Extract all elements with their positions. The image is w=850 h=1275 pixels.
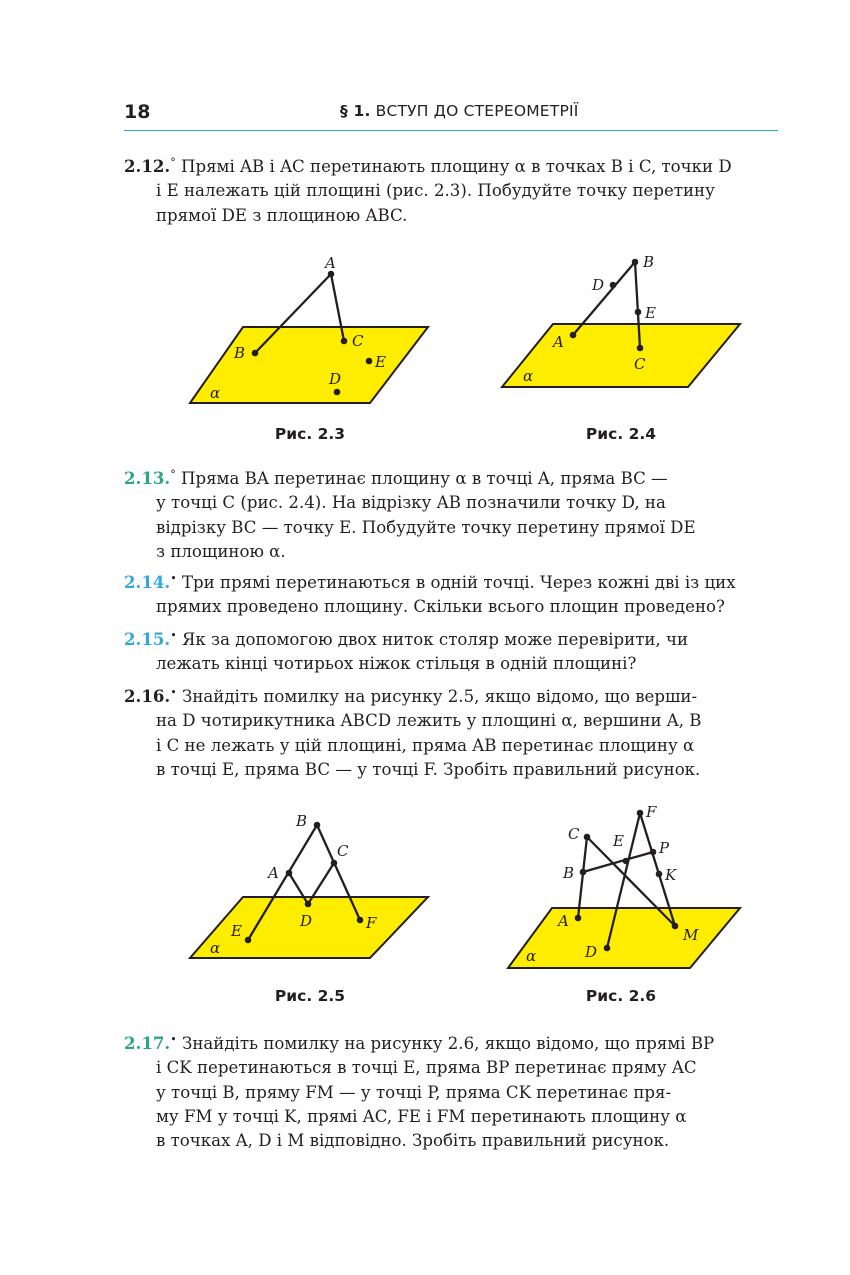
figure-2-6 xyxy=(495,800,755,1010)
label-C: C xyxy=(568,825,580,843)
point-B xyxy=(252,350,259,357)
problem-line: прямих проведено площину. Скільки всього площин проведено? xyxy=(156,597,725,617)
label-B: B xyxy=(563,864,575,882)
section-mark: § 1. xyxy=(340,102,371,120)
label-M: M xyxy=(683,926,699,944)
problem-number: 2.12.° xyxy=(124,156,176,176)
label-K: K xyxy=(665,866,677,884)
problem-line: в точках A, D і M відповідно. Зробіть правильний рисунок. xyxy=(156,1131,670,1151)
problem-line: лежать кінці чотирьох ніжок стільця в одній площині? xyxy=(156,654,637,674)
point-E xyxy=(635,309,642,316)
figure-2-4 xyxy=(495,250,755,450)
label-E: E xyxy=(645,304,656,322)
label-A: A xyxy=(553,333,564,351)
point-F xyxy=(637,810,644,817)
problem-line: відрізку BC — точку E. Побудуйте точку перетину прямої DE xyxy=(156,517,696,537)
plane-alpha xyxy=(508,908,740,968)
point-A xyxy=(286,870,293,877)
point-M xyxy=(672,923,679,930)
problem-line: 2.17.• Знайдіть помилку на рисунку 2.6, якщо відомо, що прямі BP xyxy=(124,1033,715,1053)
label-B: B xyxy=(643,253,655,271)
problem-line: з площиною α. xyxy=(156,541,286,561)
label-B: B xyxy=(234,344,246,362)
label-D: D xyxy=(300,912,313,930)
figure-caption: Рис. 2.4 xyxy=(585,425,657,443)
problem-2-16 xyxy=(124,681,780,782)
label-E: E xyxy=(231,922,242,940)
plane-alpha xyxy=(190,327,428,403)
point-F xyxy=(357,917,364,924)
point-E xyxy=(245,937,252,944)
label-alpha: α xyxy=(526,947,537,965)
problem-number: 2.17.• xyxy=(124,1033,177,1053)
figure-caption: Рис. 2.5 xyxy=(274,987,346,1005)
point-P xyxy=(650,849,657,856)
label-B: B xyxy=(296,812,308,830)
figure-2-3 xyxy=(180,250,440,450)
problem-number: 2.13.° xyxy=(124,468,176,488)
point-B xyxy=(632,259,639,266)
label-A: A xyxy=(558,912,569,930)
problem-line: 2.14.• Три прямі перетинаються в одній точці. Через кожні дві із цих xyxy=(124,572,736,592)
point-C xyxy=(584,834,591,841)
problem-line: у точці C (рис. 2.4). На відрізку AB позначили точку D, на xyxy=(156,493,666,513)
point-E xyxy=(623,858,630,865)
problem-line: і CK перетинаються в точці E, пряма BP перетинає пряму AC xyxy=(156,1058,697,1078)
label-A: A xyxy=(325,254,336,272)
problem-line: прямої DE з площиною ABC. xyxy=(156,205,408,225)
point-A xyxy=(575,915,582,922)
label-F: F xyxy=(646,803,657,821)
problem-number: 2.14.• xyxy=(124,572,177,592)
point-B xyxy=(580,869,587,876)
label-A: A xyxy=(268,864,279,882)
label-D: D xyxy=(592,276,605,294)
point-C xyxy=(331,860,338,867)
point-D xyxy=(610,282,617,289)
problem-number: 2.15.• xyxy=(124,629,177,649)
figure-2-5 xyxy=(180,800,440,1010)
problem-line: 2.16.• Знайдіть помилку на рисунку 2.5, якщо відомо, що верши- xyxy=(124,686,698,706)
section-title: ВСТУП ДО СТЕРЕОМЕТРІЇ xyxy=(375,102,579,120)
running-head xyxy=(340,102,579,120)
problem-number: 2.16.• xyxy=(124,686,177,706)
problem-line: в точці E, пряма BC — у точці F. Зробіть правильний рисунок. xyxy=(156,759,701,779)
point-E xyxy=(366,358,373,365)
point-C xyxy=(341,338,348,345)
problem-line: 2.13.° Пряма BA перетинає площину α в точці A, пряма BC — xyxy=(124,468,668,488)
label-F: F xyxy=(366,914,377,932)
label-C: C xyxy=(337,842,349,860)
label-C: C xyxy=(352,332,364,350)
point-C xyxy=(637,345,644,352)
figure-caption: Рис. 2.6 xyxy=(585,987,657,1005)
label-D: D xyxy=(585,943,598,961)
level-marker: ° xyxy=(170,468,176,481)
problem-2-15 xyxy=(124,624,780,677)
problem-2-17 xyxy=(124,1028,780,1153)
level-marker: ° xyxy=(170,156,176,169)
point-D xyxy=(604,945,611,952)
problem-line: у точці B, пряму FM — у точці P, пряма CK перетинає пря- xyxy=(156,1082,672,1102)
label-alpha: α xyxy=(523,367,534,385)
label-C: C xyxy=(634,355,646,373)
problem-line: на D чотирикутника ABCD лежить у площині α, вершини A, B xyxy=(156,711,702,731)
level-marker: • xyxy=(170,686,177,699)
point-D xyxy=(334,389,341,396)
level-marker: • xyxy=(170,629,177,642)
page-number: 18 xyxy=(124,101,151,123)
point-D xyxy=(305,901,312,908)
point-K xyxy=(656,871,663,878)
problem-2-12 xyxy=(124,151,780,228)
problem-line: му FM у точці K, прямі AC, FE і FM перетинають площину α xyxy=(156,1106,687,1126)
level-marker: • xyxy=(170,572,177,585)
page-header xyxy=(124,100,778,131)
line-AC xyxy=(578,837,587,918)
problem-line: 2.12.° Прямі AB і AC перетинають площину α в точках B і C, точки D xyxy=(124,156,732,176)
label-D: D xyxy=(329,370,342,388)
problem-line: 2.15.• Як за допомогою двох ниток столяр може перевірити, чи xyxy=(124,629,689,649)
figure-caption: Рис. 2.3 xyxy=(274,425,346,443)
problem-2-13 xyxy=(124,463,780,564)
plane-alpha xyxy=(502,324,740,387)
point-A xyxy=(570,332,577,339)
label-alpha: α xyxy=(210,939,221,957)
label-P: P xyxy=(659,839,670,857)
level-marker: • xyxy=(170,1033,177,1046)
label-E: E xyxy=(375,353,386,371)
problem-2-14 xyxy=(124,567,780,620)
point-B xyxy=(314,822,321,829)
problem-line: і E належать цій площині (рис. 2.3). Побудуйте точку перетину xyxy=(156,181,715,201)
label-E: E xyxy=(613,832,624,850)
label-alpha: α xyxy=(210,384,221,402)
problem-line: і C не лежать у цій площині, пряма AB перетинає площину α xyxy=(156,735,695,755)
